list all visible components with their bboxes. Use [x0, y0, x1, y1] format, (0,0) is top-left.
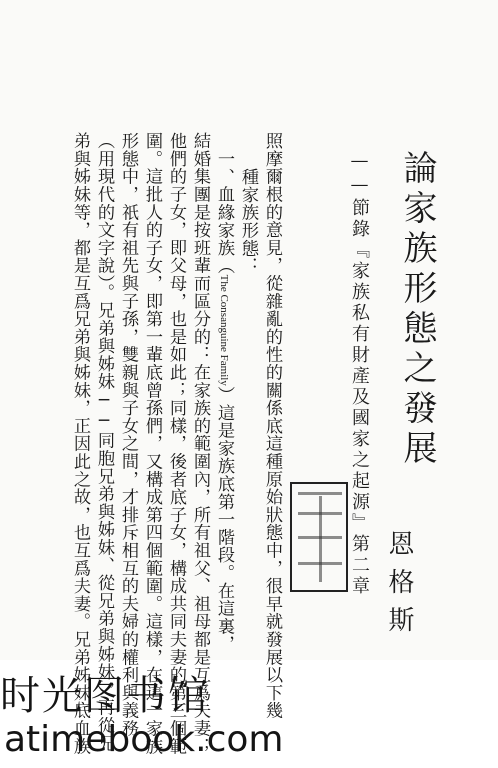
- body-column-8: （用現代的文字說）。兄弟與姊妹──同胞兄弟與姊妹、從兄弟與姊妹，再從兄: [94, 132, 114, 752]
- body-column-5: 他們的子女，即父母，也是如此；同樣，後者底子女，構成共同夫妻的第三個範: [166, 132, 186, 755]
- body-column-2: 種家族形態：: [238, 168, 258, 275]
- body-column-3: [215, 150, 232, 653]
- author-name: 恩格斯: [384, 530, 414, 644]
- page-title: 論家族形態之發展: [397, 150, 437, 470]
- seal-stamp: [290, 482, 348, 592]
- body-column-3-a: 一、血緣家族（: [214, 150, 234, 275]
- body-column-1: 照摩爾根的意見，從雜亂的性的關係底這種原始狀態中，很早就發展以下幾: [262, 132, 282, 720]
- body-column-6: 圍。這批人的子女，即第一輩底曾孫們，又構成第四個範圍。這樣，在這一家族: [142, 132, 162, 755]
- body-column-9: 弟與姊妹等，都是互爲兄弟與姊妹，正因此之故，也互爲夫妻。兄弟姊妹底血族: [70, 132, 90, 755]
- body-column-3-b: ）這是家族底第一階段。在這裏，: [214, 385, 234, 653]
- subtitle: ——節錄『家族私有財產及國家之起源』第二章: [349, 150, 370, 597]
- body-column-4: 結婚集團是按班輩而區分的：在家族的範圍內，所有祖父、祖母都是互爲夫妻；: [190, 132, 210, 755]
- watermark-chinese: 时光图书馆: [0, 673, 210, 719]
- body-column-7: 形態中，祇有祖先與子孫，雙親與子女之間，才排斥相互的夫婦的權利與義務: [118, 132, 138, 738]
- latin-term: The Consanguine Family: [218, 274, 230, 386]
- watermark-url: atimebook.com: [4, 719, 284, 760]
